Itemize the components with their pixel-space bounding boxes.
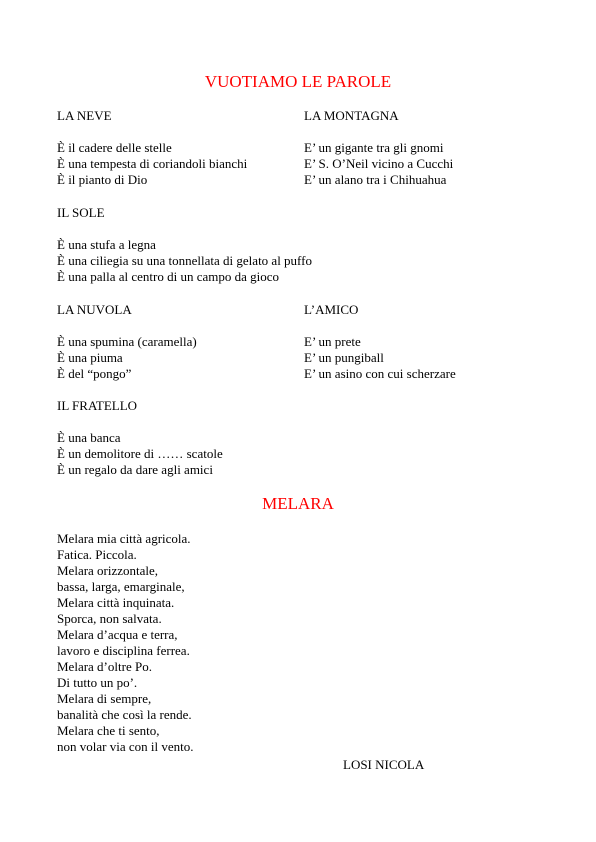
poem-line: Melara d’acqua e terra, bbox=[57, 627, 178, 642]
page-title: VUOTIAMO LE PAROLE bbox=[204, 72, 392, 91]
line: È un regalo da dare agli amici bbox=[57, 462, 213, 477]
line: È una tempesta di coriandoli bianchi bbox=[57, 156, 248, 171]
section-heading-nuvola: LA NUVOLA bbox=[57, 302, 132, 317]
section-lines-nuvola bbox=[57, 334, 197, 382]
line: E’ S. O’Neil vicino a Cucchi bbox=[304, 156, 454, 171]
line: È un demolitore di …… scatole bbox=[57, 446, 223, 461]
line: È una piuma bbox=[57, 350, 123, 365]
line: È il cadere delle stelle bbox=[57, 140, 172, 155]
section-heading-sole: IL SOLE bbox=[57, 205, 105, 220]
section-lines-fratello bbox=[57, 430, 223, 478]
section-lines-sole bbox=[57, 237, 312, 285]
line: E’ un alano tra i Chihuahua bbox=[304, 172, 447, 187]
poem-line: bassa, larga, emarginale, bbox=[57, 579, 185, 594]
section-heading-neve: LA NEVE bbox=[57, 108, 112, 123]
section-lines-amico bbox=[304, 334, 456, 382]
poem-line: Melara mia città agricola. bbox=[57, 531, 191, 546]
line: È del “pongo” bbox=[57, 366, 132, 381]
line: È una spumina (caramella) bbox=[57, 334, 197, 349]
section-lines-montagna bbox=[304, 140, 453, 188]
poem-author: LOSI NICOLA bbox=[343, 757, 425, 772]
poem-lines bbox=[57, 531, 193, 755]
line: È una banca bbox=[57, 430, 121, 445]
line: E’ un asino con cui scherzare bbox=[304, 366, 456, 381]
poem-line: Di tutto un po’. bbox=[57, 675, 138, 690]
poem-title: MELARA bbox=[262, 494, 334, 513]
poem-line: non volar via con il vento. bbox=[57, 739, 194, 754]
line: E’ un gigante tra gli gnomi bbox=[304, 140, 444, 155]
line: E’ un pungiball bbox=[304, 350, 384, 365]
poem-line: Melara di sempre, bbox=[57, 691, 152, 706]
poem-line: lavoro e disciplina ferrea. bbox=[57, 643, 190, 658]
line: È una palla al centro di un campo da gioco bbox=[57, 269, 280, 284]
poem-line: Melara città inquinata. bbox=[57, 595, 175, 610]
poem-line: Melara d’oltre Po. bbox=[57, 659, 152, 674]
section-heading-montagna: LA MONTAGNA bbox=[304, 108, 399, 123]
poem-line: Sporca, non salvata. bbox=[57, 611, 162, 626]
line: È una ciliegia su una tonnellata di gelato al puffo bbox=[57, 253, 312, 268]
poem-line: banalità che così la rende. bbox=[57, 707, 192, 722]
line: E’ un prete bbox=[304, 334, 361, 349]
section-heading-fratello: IL FRATELLO bbox=[57, 398, 138, 413]
poem-line: Melara che ti sento, bbox=[57, 723, 160, 738]
poem-line: Fatica. Piccola. bbox=[57, 547, 137, 562]
line: È una stufa a legna bbox=[57, 237, 156, 252]
line: È il pianto di Dio bbox=[57, 172, 148, 187]
section-lines-neve bbox=[57, 140, 247, 188]
section-heading-amico: L’AMICO bbox=[304, 302, 359, 317]
poem-line: Melara orizzontale, bbox=[57, 563, 159, 578]
